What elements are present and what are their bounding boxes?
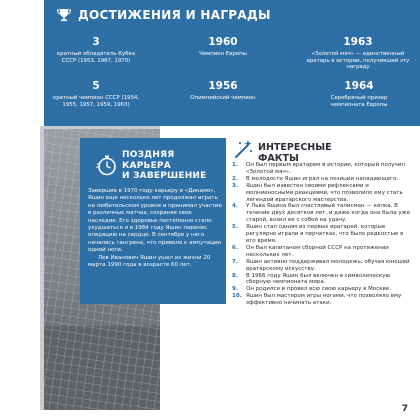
achievement-year: 1956 [208, 80, 238, 92]
fact-number: 1. [232, 162, 238, 168]
achievement-year: 1960 [208, 36, 238, 48]
fact-item [232, 176, 412, 183]
career-text [88, 188, 222, 269]
fact-number: 8. [232, 272, 238, 279]
fact-text: Яшин был известен своими рефлексами и молниеносными реакциями, что позволило ему стать легендой вратарского мастерства. [246, 182, 403, 203]
fact-item [232, 293, 412, 307]
career-paragraph: Лев Иванович Яшин ушел из жизни 20 марта 1990 года в возрасте 60 лет. [88, 254, 211, 269]
fact-number: 2. [232, 175, 238, 182]
fact-item [232, 162, 412, 176]
magic-wand-icon [232, 138, 254, 160]
fact-item [232, 224, 412, 245]
fact-number: 5. [232, 224, 238, 231]
achievement-item [314, 80, 404, 108]
fact-text: Он был капитаном сборной СССР на протяжении нескольких лет. [246, 244, 389, 258]
achievement-desc: Серебряный призер чемпионата Европы [330, 95, 388, 108]
fact-number: 6. [232, 244, 238, 251]
fact-item [232, 259, 412, 273]
career-paragraph: Завершив в 1970 году карьеру в «Динамо», Яшин еще несколько лет продолжал играть на любительском уровне и принимал участие в различных матчах, сохраняя свое наследие. Его здоровье постепенно стало ухудшаться и в 1984 году Яшин перенес операцию на сердце. В сентябре у него началась гангрена, что привело к ампутации одной ноги. [88, 188, 222, 254]
achievement-desc: кратный обладатель Кубка СССР (1953, 1967, 1970) [56, 51, 136, 64]
fact-number: 4. [232, 203, 238, 210]
fact-text: У Льва Яшина был счастливый талисман — кепка. В течение двух десятков лет, и даже когда она была уже старой, возил ее с собой на удачу. [246, 203, 410, 224]
banner-title: ДОСТИЖЕНИЯ И НАГРАДЫ [78, 8, 271, 22]
facts-list [232, 162, 412, 307]
career-box [80, 138, 226, 304]
fact-text: В молодости Яшин играл на позиции нападающего. [246, 175, 399, 182]
achievement-item [306, 36, 410, 71]
fact-item [232, 245, 412, 259]
career-title-line: КАРЬЕРА [122, 160, 171, 171]
career-title [122, 150, 207, 182]
achievement-year: 5 [92, 80, 100, 92]
fact-item [232, 273, 412, 287]
facts-title [258, 142, 332, 164]
achievement-item [188, 36, 258, 58]
career-title-line: И ЗАВЕРШЕНИЕ [122, 171, 207, 181]
fact-item [232, 183, 412, 204]
fact-text: В 1966 году Яшин был включен в символическую сборную чемпионата мира. [246, 272, 391, 286]
fact-text: Он был первым вратарем в истории, который получил «Золотой мяч». [246, 162, 405, 175]
achievement-year: 1963 [343, 36, 373, 48]
svg-text:!: ! [240, 146, 242, 151]
achievement-item [50, 36, 142, 64]
facts-title-line: ФАКТЫ [258, 153, 299, 164]
fact-number: 3. [232, 182, 238, 189]
fact-text: Яшин активно поддерживал молодежь, обучая юношей вратарскому искусству. [246, 258, 410, 272]
fact-number: 9. [232, 286, 238, 293]
achievement-year: 1964 [344, 80, 374, 92]
stopwatch-icon [96, 154, 118, 176]
achievement-desc: Чемпион Европы [199, 51, 247, 57]
trophy-icon [56, 8, 72, 22]
fact-number: 7. [232, 258, 238, 265]
facts-title-line: ИНТЕРЕСНЫЕ [258, 142, 332, 153]
career-title-line: ПОЗДНЯЯ [122, 150, 175, 160]
fact-number: 10. [232, 293, 242, 300]
fact-text: Он родился и провел всю свою карьеру в Москве. [246, 286, 391, 293]
achievement-item [178, 80, 268, 102]
achievements-banner [44, 0, 420, 126]
achievement-year: 3 [92, 36, 100, 48]
fact-item [232, 203, 412, 224]
fact-text: Яшин стал одним из первых вратарей, которые регулярно играли в перчатках, что было редкостью в его время. [246, 224, 404, 244]
achievement-item [48, 80, 144, 108]
page-number: 7 [401, 404, 408, 414]
fact-text: Яшин был мастером игры ногами, что позволяло ему эффективно начинать атаки. [246, 293, 402, 307]
achievement-desc: Олимпийский чемпион [190, 95, 256, 101]
achievement-desc: «Золотой мяч» — единственный вратарь в истории, получивший эту награду [306, 51, 410, 71]
fact-item [232, 286, 412, 293]
achievement-desc: кратный чемпион СССР (1954, 1955, 1957, 1959, 1963) [52, 95, 140, 108]
